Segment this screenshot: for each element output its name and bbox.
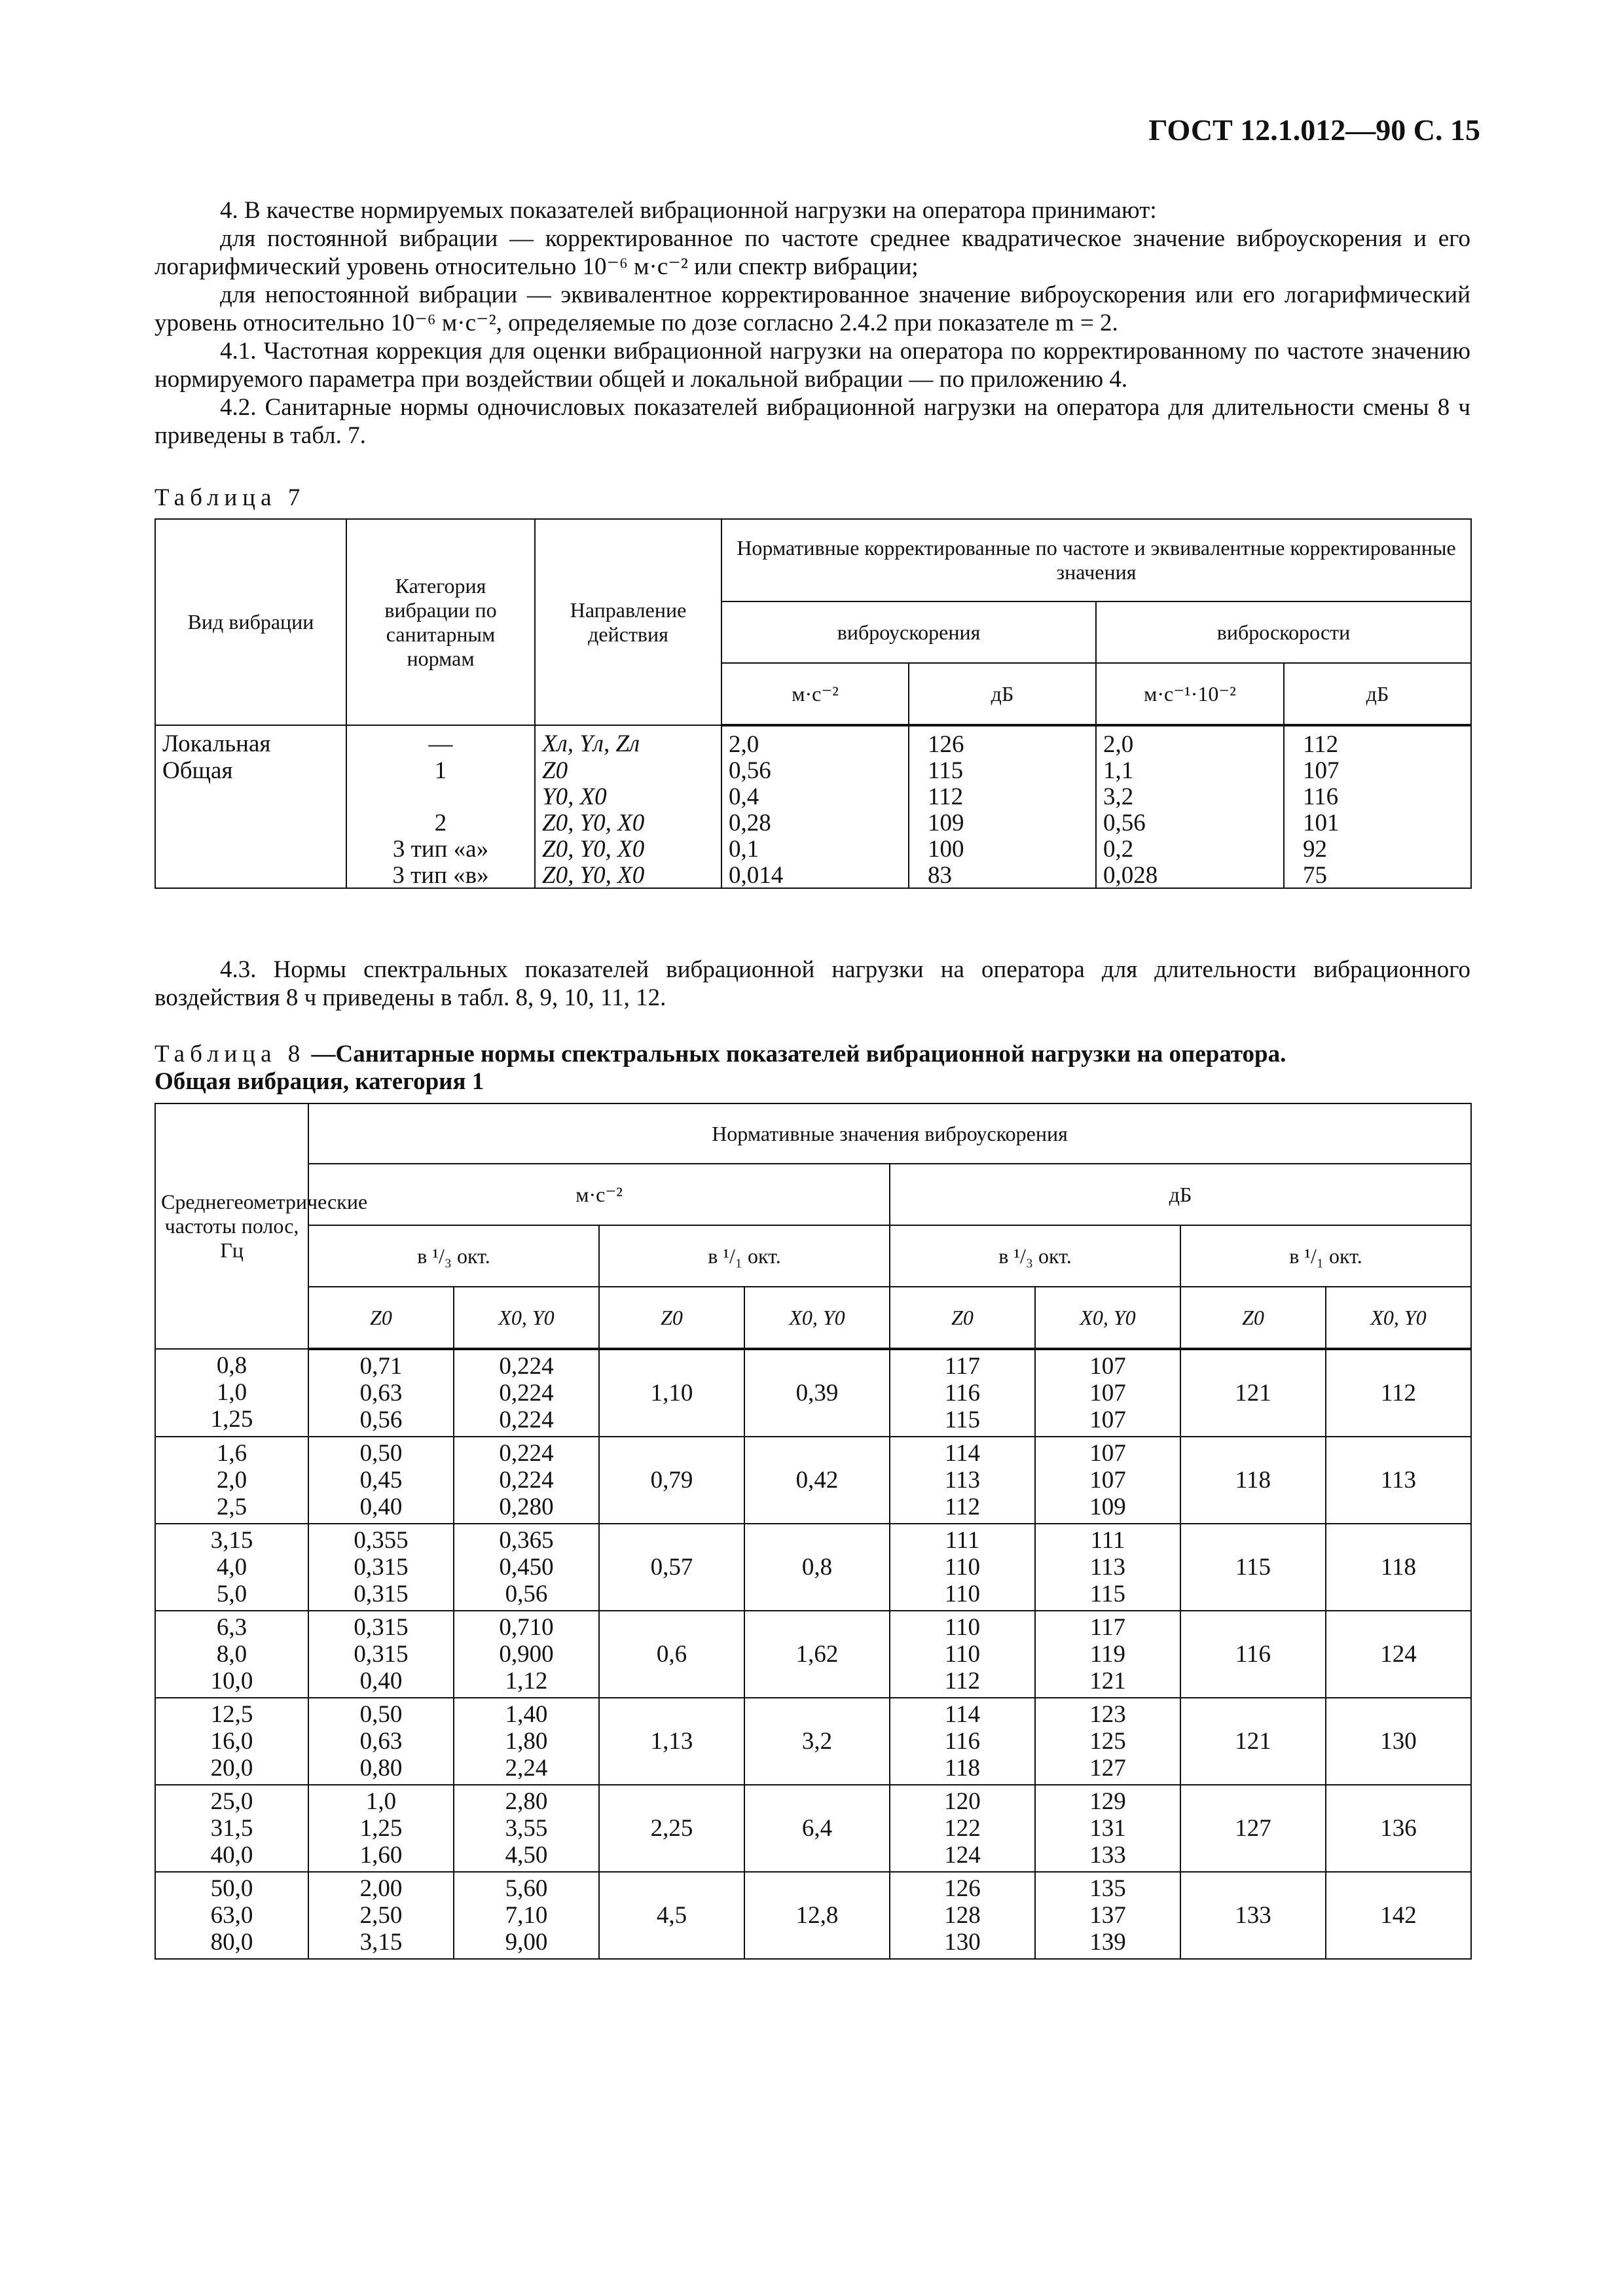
t8-cell-x0y0-third [454, 1524, 599, 1611]
t7-cell-accel-db: 126 [909, 725, 1096, 757]
t8-cell-x0y0-third-value: 0,224 [499, 1467, 554, 1494]
t8-cell-x0y0-third-db-value: 107 [1089, 1440, 1126, 1467]
t8-cell-x0y0-octave: 0,8 [744, 1524, 890, 1611]
t8-cell-freq-value: 31,5 [210, 1815, 253, 1842]
t8-cell-z0-third-value: 2,00 [359, 1875, 403, 1902]
t7-cell-category: — [346, 725, 535, 757]
t8-cell-z0-third-value: 0,315 [354, 1641, 409, 1668]
t8-cell-x0y0-third-value: 0,710 [499, 1614, 554, 1641]
t8-cell-z0-third-value: 0,315 [354, 1614, 409, 1641]
t8-cell-x0y0-third-db-value: 133 [1089, 1842, 1126, 1869]
t8-cell-z0-octave: 0,79 [599, 1437, 744, 1524]
t8-cell-z0-third-db-value: 120 [944, 1788, 981, 1815]
table-row [155, 1611, 1471, 1698]
t7-cell-velocity-db: 75 [1284, 861, 1471, 888]
table-row [155, 1785, 1471, 1872]
t8-cell-z0-third-db-value: 130 [944, 1929, 981, 1956]
t8-axis-x0y0: X0, Y0 [744, 1287, 890, 1349]
paragraph-4-3-block [155, 956, 1470, 1012]
t8-cell-x0y0-octave-db: 124 [1326, 1611, 1471, 1698]
table-row [155, 1524, 1471, 1611]
table-row [155, 809, 1471, 835]
t8-header-freq: Среднегеометрические частоты полос, Гц [155, 1103, 308, 1349]
t7-cell-category: 2 [346, 809, 535, 835]
table-row [155, 1437, 1471, 1524]
t8-axis-x0y0: X0, Y0 [1326, 1287, 1471, 1349]
t8-cell-x0y0-octave-db: 142 [1326, 1872, 1471, 1959]
t7-cell-accel: 0,1 [721, 835, 909, 861]
t8-cell-z0-third-db-value: 118 [944, 1755, 981, 1782]
t8-cell-freq-value: 40,0 [210, 1842, 253, 1869]
t8-cell-x0y0-third-value: 0,56 [505, 1581, 548, 1607]
t8-cell-x0y0-third-value: 1,12 [505, 1668, 548, 1695]
t7-cell-category: 1 [346, 757, 535, 783]
t7-cell-accel: 0,014 [721, 861, 909, 888]
t8-cell-x0y0-third-db [1035, 1349, 1180, 1437]
t8-cell-z0-third [308, 1611, 454, 1698]
t8-cell-x0y0-third-db-value: 121 [1089, 1668, 1126, 1695]
t8-cell-x0y0-octave: 0,39 [744, 1349, 890, 1437]
t8-cell-z0-third-db-value: 114 [944, 1701, 981, 1728]
t8-cell-z0-third-db-value: 112 [944, 1494, 981, 1520]
t8-cell-z0-third [308, 1872, 454, 1959]
t7-cell-accel: 2,0 [721, 725, 909, 757]
t8-cell-x0y0-third-value: 5,60 [505, 1875, 548, 1902]
t7-header-category: Категория вибрации по санитарным нормам [346, 519, 535, 725]
t7-cell-category: 3 тип «а» [346, 835, 535, 861]
t8-cell-freq-value: 2,0 [216, 1467, 247, 1494]
t8-cell-x0y0-third-db-value: 125 [1089, 1728, 1126, 1755]
t7-cell-direction: Z0, Y0, X0 [535, 835, 721, 861]
t8-cell-freq-value: 25,0 [210, 1788, 253, 1815]
t8-cell-x0y0-third-db [1035, 1611, 1180, 1698]
t8-cell-freq-value: 1,6 [216, 1440, 247, 1467]
t8-cell-x0y0-octave-db: 113 [1326, 1437, 1471, 1524]
paragraph-4-1: 4.1. Частотная коррекция для оценки вибрационной нагрузки на оператора по корректированному по частоте значению нормируемого параметра при воздействии общей и локальной вибрации — по приложению 4. [155, 338, 1470, 393]
t8-cell-z0-octave: 0,57 [599, 1524, 744, 1611]
t7-cell-accel: 0,28 [721, 809, 909, 835]
t7-unit-db: дБ [909, 663, 1096, 725]
t7-cell-accel: 0,4 [721, 783, 909, 809]
t7-unit-db: дБ [1284, 663, 1471, 725]
t7-header-normative: Нормативные корректированные по частоте и эквивалентные корректированные значения [721, 519, 1471, 601]
table-row [155, 835, 1471, 861]
t8-cell-z0-third-db-value: 110 [944, 1641, 981, 1668]
t7-cell-velocity: 1,1 [1096, 757, 1284, 783]
t8-cell-z0-third-db-value: 116 [944, 1728, 981, 1755]
t8-cell-x0y0-third-value: 7,10 [505, 1902, 548, 1929]
t7-header-kind: Вид вибрации [155, 519, 346, 725]
t8-cell-z0-third-value: 0,315 [354, 1581, 409, 1607]
t8-cell-z0-third-value: 0,63 [359, 1380, 403, 1407]
t8-cell-freq [155, 1872, 308, 1959]
t8-cell-freq [155, 1524, 308, 1611]
table-7 [155, 518, 1472, 889]
t8-cell-z0-third-value: 0,40 [359, 1668, 403, 1695]
t7-unit-accel: м·с⁻² [721, 663, 909, 725]
t8-cell-x0y0-third-value: 0,224 [499, 1380, 554, 1407]
t8-cell-x0y0-third-value: 0,224 [499, 1353, 554, 1380]
t8-cell-x0y0-octave: 12,8 [744, 1872, 890, 1959]
t8-cell-freq [155, 1349, 308, 1437]
t8-cell-z0-third-value: 0,56 [359, 1407, 403, 1433]
t8-header-db: дБ [890, 1164, 1471, 1225]
t8-cell-freq-value: 4,0 [216, 1554, 247, 1581]
t8-axis-x0y0: X0, Y0 [1035, 1287, 1180, 1349]
table-row [155, 1698, 1471, 1785]
t8-cell-x0y0-third-db [1035, 1872, 1180, 1959]
t7-cell-velocity: 0,56 [1096, 809, 1284, 835]
t7-cell-category: 3 тип «в» [346, 861, 535, 888]
t8-cell-z0-third-db [890, 1698, 1035, 1785]
t8-cell-z0-third-db-value: 110 [944, 1581, 981, 1607]
t8-header-third-octave: в ¹/₃ окт. [308, 1225, 599, 1287]
t8-cell-x0y0-third-value: 2,80 [505, 1788, 548, 1815]
t8-cell-x0y0-third-value: 9,00 [505, 1929, 548, 1956]
t8-cell-x0y0-octave-db: 130 [1326, 1698, 1471, 1785]
t8-cell-z0-third-db-value: 111 [945, 1527, 980, 1554]
t8-cell-z0-third-db [890, 1437, 1035, 1524]
t8-cell-z0-octave-db: 121 [1180, 1698, 1326, 1785]
t8-header-normative: Нормативные значения виброускорения [308, 1103, 1471, 1164]
t7-cell-velocity-db: 112 [1284, 725, 1471, 757]
t8-cell-freq-value: 63,0 [210, 1902, 253, 1929]
t7-header-direction: Направление действия [535, 519, 721, 725]
t8-cell-z0-third-db-value: 115 [944, 1407, 981, 1433]
t8-cell-z0-third-value: 0,71 [359, 1353, 403, 1380]
t8-cell-x0y0-third-db [1035, 1524, 1180, 1611]
t8-cell-x0y0-octave: 0,42 [744, 1437, 890, 1524]
t7-cell-direction: Y0, X0 [535, 783, 721, 809]
table8-caption-title: —Санитарные нормы спектральных показателей вибрационной нагрузки на оператора. [311, 1041, 1286, 1067]
t8-cell-freq-value: 3,15 [210, 1527, 253, 1554]
t8-cell-z0-third-db [890, 1872, 1035, 1959]
t8-cell-z0-octave-db: 118 [1180, 1437, 1326, 1524]
t8-cell-x0y0-third-value: 0,224 [499, 1440, 554, 1467]
t8-cell-x0y0-third [454, 1785, 599, 1872]
t8-cell-z0-octave: 1,13 [599, 1698, 744, 1785]
t8-cell-z0-octave: 4,5 [599, 1872, 744, 1959]
t8-cell-z0-third [308, 1785, 454, 1872]
t8-cell-freq-value: 16,0 [210, 1728, 253, 1755]
t8-cell-z0-octave-db: 133 [1180, 1872, 1326, 1959]
t8-cell-z0-third [308, 1524, 454, 1611]
t7-header-velocity: виброскорости [1096, 601, 1471, 663]
t8-cell-z0-octave-db: 127 [1180, 1785, 1326, 1872]
t8-cell-x0y0-third-db-value: 123 [1089, 1701, 1126, 1728]
t8-cell-x0y0-third-value: 0,900 [499, 1641, 554, 1668]
t8-cell-x0y0-octave-db: 112 [1326, 1349, 1471, 1437]
t8-cell-x0y0-third-db-value: 127 [1089, 1755, 1126, 1782]
table-row [155, 861, 1471, 888]
t8-axis-z0: Z0 [308, 1287, 454, 1349]
t8-cell-z0-octave: 1,10 [599, 1349, 744, 1437]
t7-cell-kind [155, 835, 346, 861]
t8-cell-z0-third [308, 1437, 454, 1524]
t7-cell-kind: Общая [155, 757, 346, 783]
t7-cell-direction: Z0, Y0, X0 [535, 861, 721, 888]
table-8 [155, 1103, 1472, 1960]
t8-cell-freq [155, 1698, 308, 1785]
t8-cell-x0y0-third [454, 1349, 599, 1437]
t7-cell-velocity-db: 116 [1284, 783, 1471, 809]
t8-cell-x0y0-third-value: 0,365 [499, 1527, 554, 1554]
t8-cell-z0-third-db [890, 1524, 1035, 1611]
t7-cell-velocity: 0,2 [1096, 835, 1284, 861]
table8-caption [155, 1041, 1286, 1096]
t8-cell-freq-value: 1,25 [210, 1406, 253, 1433]
t8-cell-freq [155, 1437, 308, 1524]
t8-cell-z0-third-value: 0,50 [359, 1440, 403, 1467]
t8-cell-z0-third-value: 2,50 [359, 1902, 403, 1929]
t8-cell-freq [155, 1611, 308, 1698]
t8-cell-freq-value: 8,0 [216, 1641, 247, 1668]
t7-cell-accel-db: 115 [909, 757, 1096, 783]
t8-axis-x0y0: X0, Y0 [454, 1287, 599, 1349]
paragraph-4-2: 4.2. Санитарные нормы одночисловых показателей вибрационной нагрузки на оператора для длительности смены 8 ч приведены в табл. 7. [155, 394, 1470, 449]
t8-cell-z0-octave-db: 115 [1180, 1524, 1326, 1611]
t8-cell-x0y0-third-value: 4,50 [505, 1842, 548, 1869]
t8-cell-x0y0-third-db-value: 107 [1089, 1467, 1126, 1494]
table-row [155, 1872, 1471, 1959]
table-row [155, 1349, 1471, 1437]
t8-cell-z0-third-db-value: 110 [944, 1554, 981, 1581]
t8-cell-freq [155, 1785, 308, 1872]
t8-cell-x0y0-third [454, 1611, 599, 1698]
t8-cell-z0-third-db-value: 117 [944, 1353, 981, 1380]
t8-header-octave-db: в ¹/₁ окт. [1180, 1225, 1471, 1287]
t8-cell-x0y0-third-value: 0,224 [499, 1407, 554, 1433]
t8-cell-x0y0-third-db-value: 135 [1089, 1875, 1126, 1902]
table7-caption: Таблица 7 [155, 484, 306, 511]
t8-cell-x0y0-third-db [1035, 1437, 1180, 1524]
t8-cell-x0y0-third-db-value: 137 [1089, 1902, 1126, 1929]
t7-cell-direction: Xл, Yл, Zл [535, 725, 721, 757]
t8-cell-x0y0-third-db-value: 129 [1089, 1788, 1126, 1815]
t8-cell-z0-third-value: 0,80 [359, 1755, 403, 1782]
table-row [155, 725, 1471, 757]
t8-cell-z0-third-value: 0,63 [359, 1728, 403, 1755]
t8-cell-x0y0-third-db-value: 119 [1089, 1641, 1126, 1668]
t8-cell-z0-third-value: 0,50 [359, 1701, 403, 1728]
t8-cell-z0-third-db-value: 126 [944, 1875, 981, 1902]
t8-cell-x0y0-third [454, 1437, 599, 1524]
t8-cell-x0y0-third-value: 0,280 [499, 1494, 554, 1520]
t7-cell-accel-db: 100 [909, 835, 1096, 861]
t8-cell-x0y0-octave: 1,62 [744, 1611, 890, 1698]
t7-unit-velocity: м·с⁻¹·10⁻² [1096, 663, 1284, 725]
t8-axis-z0: Z0 [599, 1287, 744, 1349]
t7-cell-accel: 0,56 [721, 757, 909, 783]
table-row [155, 783, 1471, 809]
t8-cell-x0y0-third-db-value: 107 [1089, 1353, 1126, 1380]
t8-cell-x0y0-third-value: 1,40 [505, 1701, 548, 1728]
t8-cell-freq-value: 0,8 [216, 1352, 247, 1379]
t7-cell-velocity: 2,0 [1096, 725, 1284, 757]
t8-cell-x0y0-third-db-value: 107 [1089, 1380, 1126, 1407]
t7-cell-velocity: 0,028 [1096, 861, 1284, 888]
paragraph-4: 4. В качестве нормируемых показателей вибрационной нагрузки на оператора принимают: [220, 197, 1157, 224]
t8-cell-z0-third-db-value: 112 [944, 1668, 981, 1695]
t8-cell-x0y0-third-db-value: 117 [1089, 1614, 1126, 1641]
t8-cell-x0y0-third-db-value: 109 [1089, 1494, 1126, 1520]
t8-cell-z0-third-value: 0,45 [359, 1467, 403, 1494]
t8-cell-x0y0-octave-db: 136 [1326, 1785, 1471, 1872]
document-header: ГОСТ 12.1.012—90 С. 15 [1148, 113, 1480, 147]
paragraph-nonconstant: для непостоянной вибрации — эквивалентное корректированное значение виброускорения или его логарифмический уровень относительно 10⁻⁶ м·с⁻², определяемые по дозе согласно 2.4.2 при показателе m = 2. [155, 281, 1470, 336]
t8-cell-z0-third-value: 1,25 [359, 1815, 403, 1842]
table-row [155, 757, 1471, 783]
t7-cell-kind [155, 809, 346, 835]
t8-header-third-octave-db: в ¹/₃ окт. [890, 1225, 1180, 1287]
t8-cell-x0y0-third [454, 1872, 599, 1959]
t8-cell-x0y0-third-db-value: 139 [1089, 1929, 1126, 1956]
t8-cell-x0y0-third-db-value: 115 [1089, 1581, 1126, 1607]
t8-cell-z0-third-db-value: 124 [944, 1842, 981, 1869]
t8-cell-z0-third [308, 1698, 454, 1785]
t8-axis-z0: Z0 [890, 1287, 1035, 1349]
t7-cell-direction: Z0 [535, 757, 721, 783]
t8-cell-freq-value: 10,0 [210, 1668, 253, 1695]
t8-cell-z0-third-value: 0,40 [359, 1494, 403, 1520]
t7-cell-accel-db: 83 [909, 861, 1096, 888]
t8-cell-z0-third-db-value: 122 [944, 1815, 981, 1842]
t8-cell-x0y0-third-db-value: 107 [1089, 1407, 1126, 1433]
t8-cell-freq-value: 50,0 [210, 1875, 253, 1902]
t8-cell-x0y0-octave-db: 118 [1326, 1524, 1471, 1611]
table8-caption-label: Таблица 8 [155, 1041, 306, 1067]
t8-cell-z0-third-db-value: 114 [944, 1440, 981, 1467]
t7-cell-velocity: 3,2 [1096, 783, 1284, 809]
t8-cell-z0-third-value: 1,0 [365, 1788, 397, 1815]
t8-cell-x0y0-third-db-value: 131 [1089, 1815, 1126, 1842]
t7-cell-velocity-db: 101 [1284, 809, 1471, 835]
t7-cell-category [346, 783, 535, 809]
t8-cell-x0y0-third-value: 3,55 [505, 1815, 548, 1842]
t8-cell-z0-third-db [890, 1611, 1035, 1698]
t8-cell-x0y0-third-value: 2,24 [505, 1755, 548, 1782]
t7-cell-kind [155, 783, 346, 809]
t8-cell-z0-third-db-value: 116 [944, 1380, 981, 1407]
t8-cell-x0y0-octave: 3,2 [744, 1698, 890, 1785]
t8-cell-x0y0-third-db-value: 111 [1090, 1527, 1125, 1554]
t8-cell-z0-third-db-value: 128 [944, 1902, 981, 1929]
t8-cell-x0y0-third-db-value: 113 [1089, 1554, 1126, 1581]
t8-header-ms2: м·с⁻² [308, 1164, 890, 1225]
t8-header-octave: в ¹/₁ окт. [599, 1225, 890, 1287]
paragraph-constant: для постоянной вибрации — корректированное по частоте среднее квадратическое значение виброускорения и его логарифмический уровень относительно 10⁻⁶ м·с⁻² или спектр вибрации; [155, 225, 1470, 280]
t8-cell-x0y0-octave: 6,4 [744, 1785, 890, 1872]
t8-cell-freq-value: 6,3 [216, 1614, 247, 1641]
t8-cell-x0y0-third-value: 0,450 [499, 1554, 554, 1581]
t7-header-accel: виброускорения [721, 601, 1096, 663]
t7-cell-velocity-db: 92 [1284, 835, 1471, 861]
t8-cell-freq-value: 1,0 [216, 1379, 247, 1406]
t8-cell-freq-value: 12,5 [210, 1701, 253, 1728]
t8-cell-z0-third-value: 1,60 [359, 1842, 403, 1869]
t8-cell-z0-third [308, 1349, 454, 1437]
t8-cell-z0-octave-db: 121 [1180, 1349, 1326, 1437]
t7-cell-kind: Локальная [155, 725, 346, 757]
t7-cell-accel-db: 112 [909, 783, 1096, 809]
t8-cell-x0y0-third [454, 1698, 599, 1785]
paragraph-4-3: 4.3. Нормы спектральных показателей вибрационной нагрузки на оператора для длительности вибрационного воздействия 8 ч приведены в табл. 8, 9, 10, 11, 12. [155, 956, 1470, 1011]
t8-cell-z0-octave: 0,6 [599, 1611, 744, 1698]
t7-cell-accel-db: 109 [909, 809, 1096, 835]
t8-cell-x0y0-third-db [1035, 1698, 1180, 1785]
t8-cell-freq-value: 20,0 [210, 1755, 253, 1782]
t8-cell-z0-third-db [890, 1349, 1035, 1437]
t8-cell-x0y0-third-db [1035, 1785, 1180, 1872]
t8-cell-z0-third-value: 0,355 [354, 1527, 409, 1554]
t8-axis-z0: Z0 [1180, 1287, 1326, 1349]
t8-cell-z0-octave-db: 116 [1180, 1611, 1326, 1698]
t8-cell-freq-value: 80,0 [210, 1929, 253, 1956]
t7-cell-direction: Z0, Y0, X0 [535, 809, 721, 835]
t8-cell-freq-value: 2,5 [216, 1494, 247, 1520]
t8-cell-z0-octave: 2,25 [599, 1785, 744, 1872]
t8-cell-z0-third-value: 0,315 [354, 1554, 409, 1581]
t8-cell-z0-third-value: 3,15 [359, 1929, 403, 1956]
intro-text [155, 196, 1470, 450]
t8-cell-z0-third-db-value: 113 [944, 1467, 981, 1494]
t8-cell-z0-third-db-value: 110 [944, 1614, 981, 1641]
t8-cell-freq-value: 5,0 [216, 1581, 247, 1607]
t7-cell-velocity-db: 107 [1284, 757, 1471, 783]
table8-caption-title-2: Общая вибрация, категория 1 [155, 1068, 484, 1095]
t7-cell-kind [155, 861, 346, 888]
t8-cell-z0-third-db [890, 1785, 1035, 1872]
t8-cell-x0y0-third-value: 1,80 [505, 1728, 548, 1755]
